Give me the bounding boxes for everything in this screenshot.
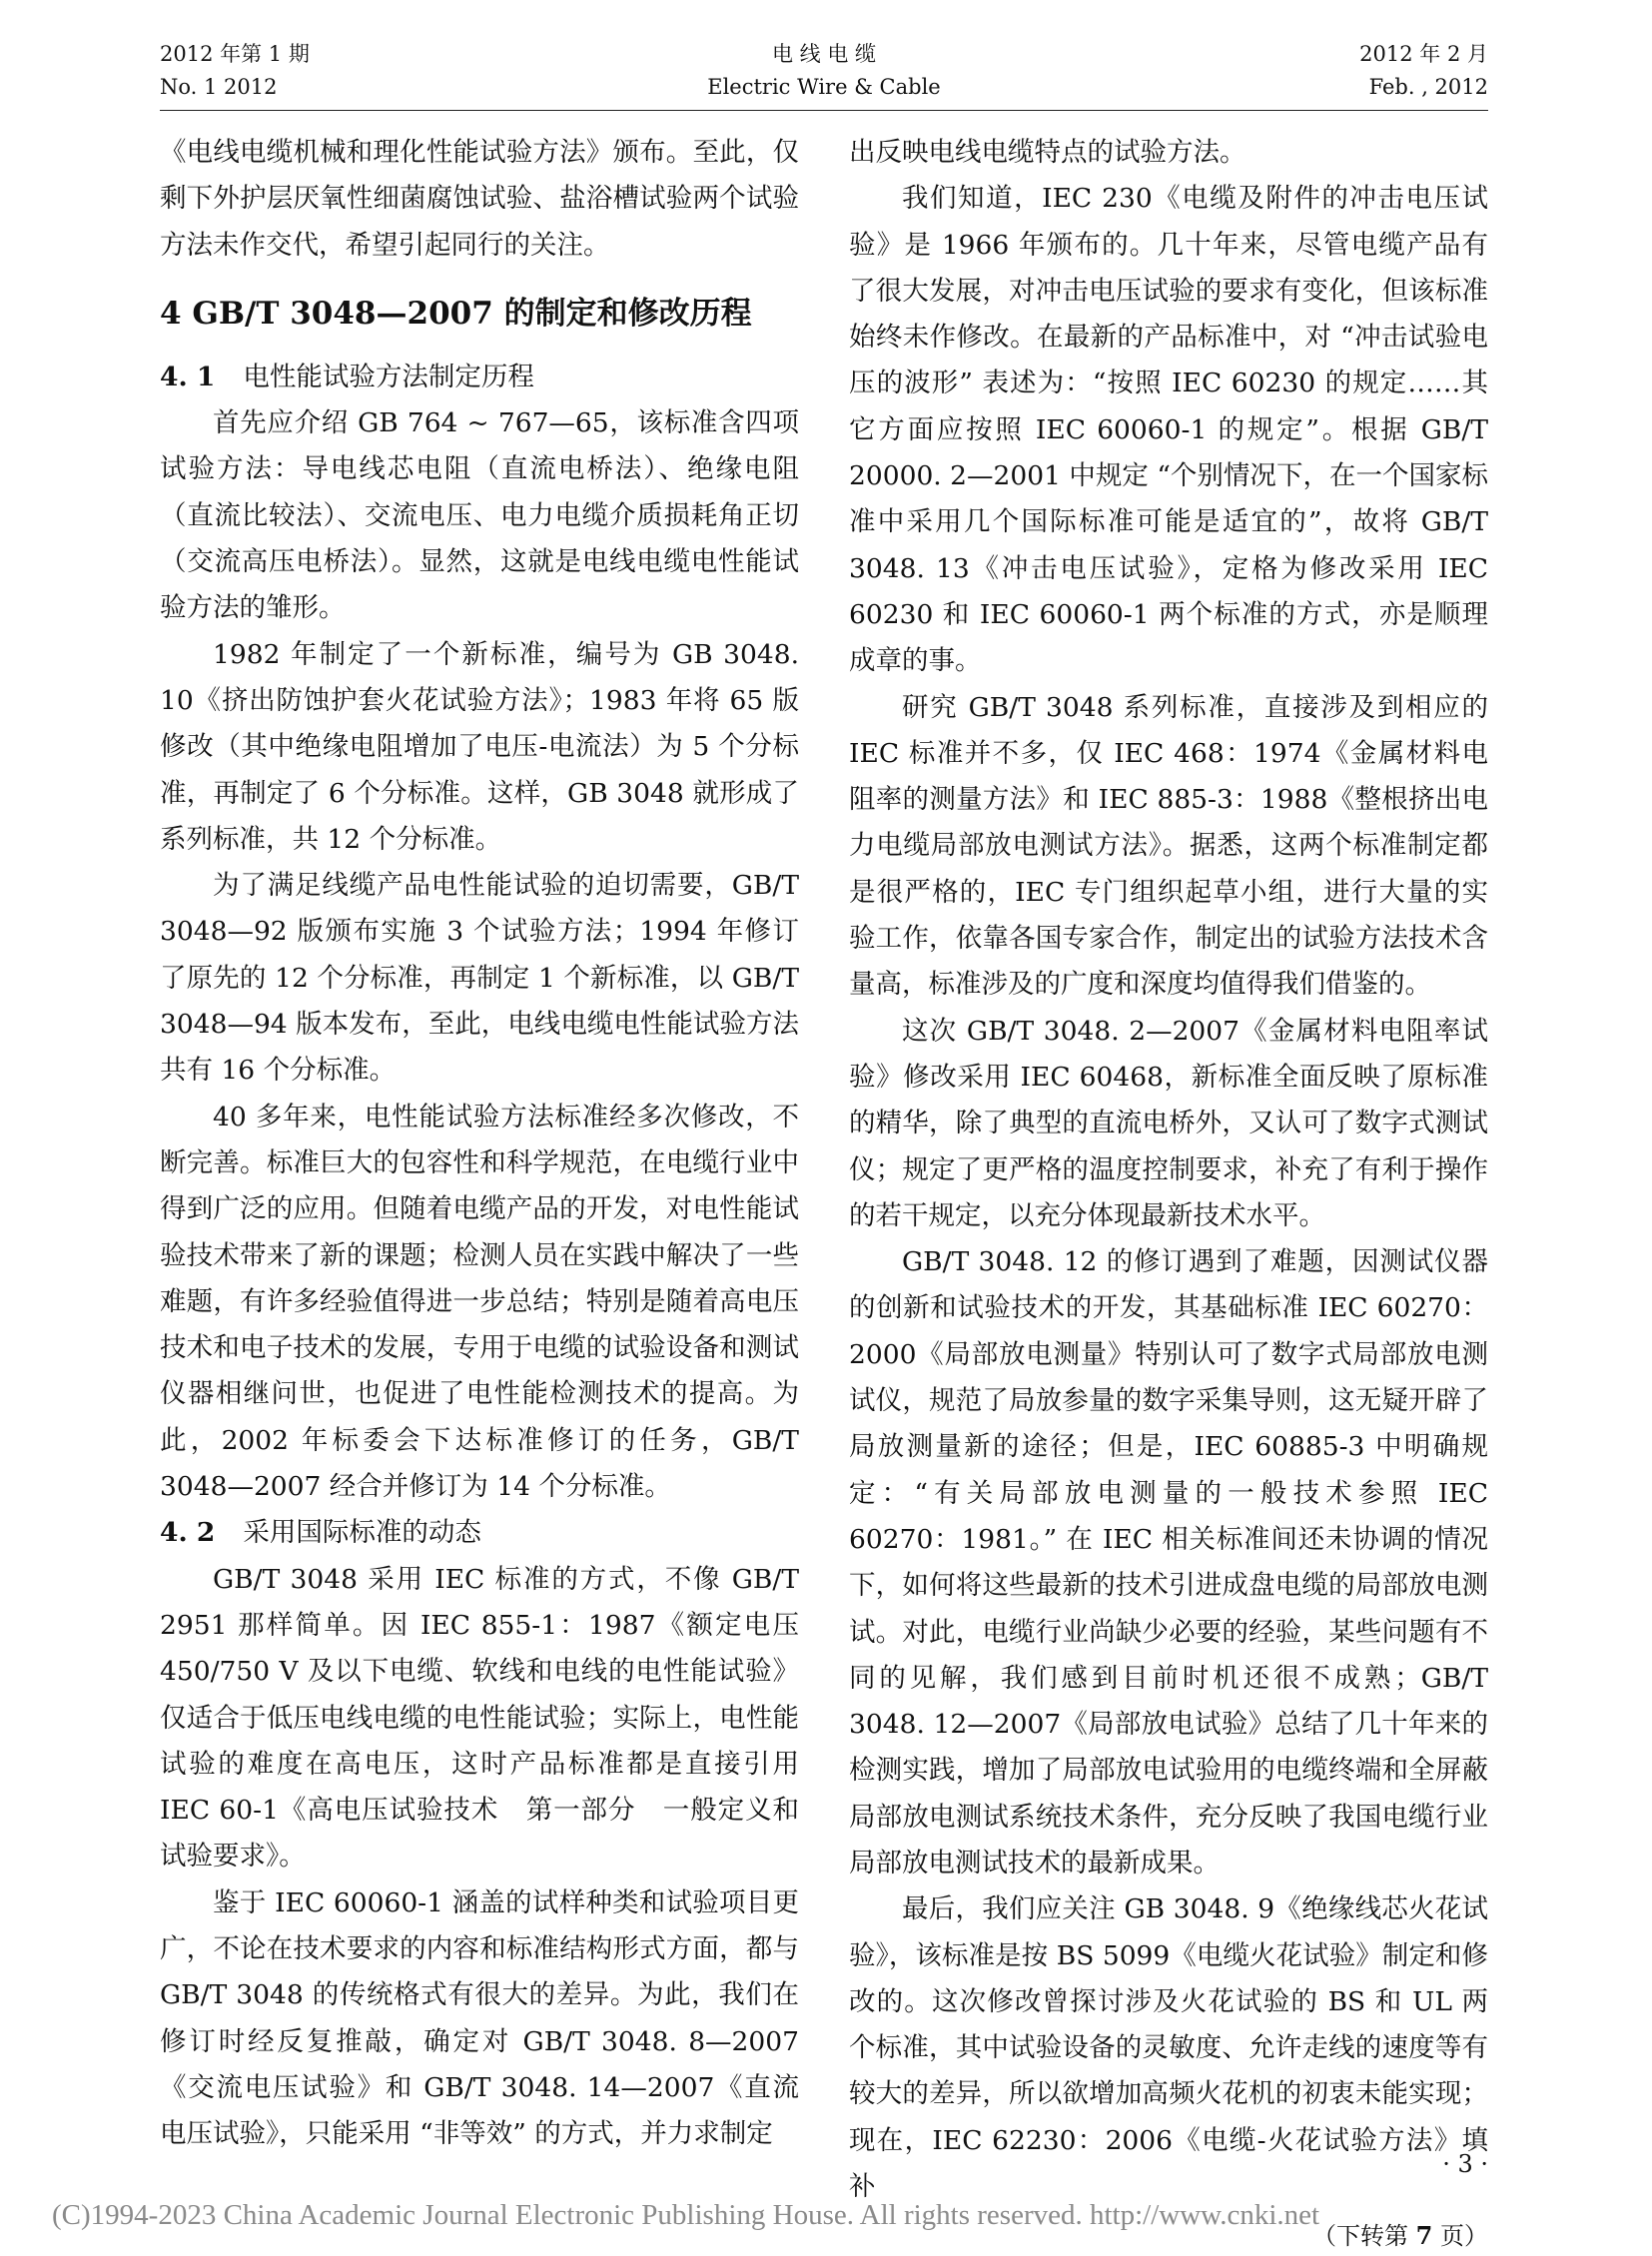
subsection-4-1-number: 4. 1 [160,361,216,392]
subsection-4-2-title: 采用国际标准的动态 [243,1517,481,1549]
header-date-cn: 2012 年 2 月 [1359,42,1488,66]
continued-on-suffix: 页） [1432,2222,1488,2251]
header-divider [160,110,1488,111]
paragraph: 40 多年来，电性能试验方法标准经多次修改，不断完善。标准巨大的包容性和科学规范，在电缆行业中得到广泛的应用。但随着电缆产品的开发，对电性能试验技术带来了新的课题；检测人员在实践中解决了一些难题，有许多经验值得进一步总结；特别是随着高电压技术和电子技术的发展，专用于电缆的试验设备和测试仪器相继问世，也促进了电性能检测技术的提高。为此，2002 年标委会下达标准修订的任务，GB/T 3048—2007 经合并修订为 14 个分标准。 [160,1101,799,1503]
subsection-4-2-heading [160,1510,799,1556]
header-date-en: Feb. , 2012 [1368,75,1488,99]
running-header [160,38,1488,108]
paragraph: 这次 GB/T 3048. 2—2007《金属材料电阻率试验》修改采用 IEC 60468，新标准全面反映了原标准的精华，除了典型的直流电桥外，又认可了数字式测试仪；规定了更严格的温度控制要求，补充了有利于操作的若干规定，以充分体现最新技术水平。 [849,1015,1488,1231]
subsection-4-2-number: 4. 2 [160,1517,216,1549]
intro-paragraph: 《电线电缆机械和理化性能试验方法》颁布。至此，仅剩下外护层厌氧性细菌腐蚀试验、盐浴槽试验两个试验方法未作交代，希望引起同行的关注。 [160,137,799,261]
paragraph: 最后，我们应关注 GB 3048. 9《绝缘线芯火花试验》，该标准是按 BS 5099《电缆火花试验》制定和修改的。这次修改曾探讨涉及火花试验的 BS 和 UL 两个标准，其中试验设备的灵敏度、允许走线的速度等有较大的差异，所以欲增加高频火花机的初衷未能实现；现在，IEC 62230：2006《电缆-火花试验方法》填补 [849,1893,1488,2203]
subsection-4-1-title: 电性能试验方法制定历程 [243,361,534,392]
paragraph: 鉴于 IEC 60060-1 涵盖的试样种类和试验项目更广，不论在技术要求的内容和标准结构形式方面，都与 GB/T 3048 的传统格式有很大的差异。为此，我们在修订时经反复推敲，确定对 GB/T 3048. 8—2007《交流电压试验》和 GB/T 3048. 14—2007《直流电压试验》，只能采用 “非等效” 的方式，并力求制定 [160,1886,799,2150]
header-issue-cn: 2012 年第 1 期 [160,42,310,66]
header-journal-cn: 电 线 电 缆 [771,42,877,66]
continued-paragraph: 出反映电线电缆特点的试验方法。 [849,137,1246,168]
page-number: · 3 · [1442,2150,1488,2178]
copyright-footer: (C)1994-2023 China Academic Journal Electronic Publishing House. All rights reserved. http://www.cnki.net [52,2199,1320,2231]
subsection-4-1-heading [160,355,799,400]
paragraph: 首先应介绍 GB 764 ~ 767—65，该标准含四项试验方法：导电线芯电阻（直流电桥法）、绝缘电阻（直流比较法）、交流电压、电力电缆介质损耗角正切（交流高压电桥法）。显然，这就是电线电缆电性能试验方法的雏形。 [160,407,799,624]
paragraph: GB/T 3048 采用 IEC 标准的方式，不像 GB/T 2951 那样简单。因 IEC 855-1：1987《额定电压 450/750 V 及以下电缆、软线和电线的电性能试验》仅适合于低压电线电缆的电性能试验；实际上，电性能试验的难度在高电压，这时产品标准都是直接引用 IEC 60-1《高电压试验技术 第一部分 一般定义和试验要求》。 [160,1563,799,1873]
left-column [160,130,799,2157]
paragraph: 研究 GB/T 3048 系列标准，直接涉及到相应的 IEC 标准并不多，仅 IEC 468：1974《金属材料电阻率的测量方法》和 IEC 885-3：1988《整根挤出电力电缆局部放电测试方法》。据悉，这两个标准制定都是很严格的，IEC 专门组织起草小组，进行大量的实验工作，依靠各国专家合作，制定出的试验方法技术含量高，标准涉及的广度和深度均值得我们借鉴的。 [849,691,1488,1001]
right-column [849,130,1488,2256]
paragraph: 我们知道，IEC 230《电缆及附件的冲击电压试验》是 1966 年颁布的。几十年来，尽管电缆产品有了很大发展，对冲击电压试验的要求有变化，但该标准始终未作修改。在最新的产品标准中，对 “冲击试验电压的波形” 表述为：“按照 IEC 60230 的规定……其它方面应按照 IEC 60060-1 的规定”。根据 GB/T 20000. 2—2001 中规定 “个别情况下，在一个国家标准中采用几个国际标准可能是适宜的”，故将 GB/T 3048. 13《冲击电压试验》，定格为修改采用 IEC 60230 和 IEC 60060-1 两个标准的方式，亦是顺理成章的事。 [849,183,1488,677]
header-journal [160,38,1488,104]
continued-on-page: 7 [1415,2221,1433,2251]
header-journal-en: Electric Wire & Cable [707,75,941,99]
paragraph: 为了满足线缆产品电性能试验的迫切需要，GB/T 3048—92 版颁布实施 3 个试验方法；1994 年修订了原先的 12 个分标准，再制定 1 个新标准，以 GB/T 3048—94 版本发布，至此，电线电缆电性能试验方法共有 16 个分标准。 [160,870,799,1087]
paragraph: 1982 年制定了一个新标准，编号为 GB 3048. 10《挤出防蚀护套火花试验方法》；1983 年将 65 版修改（其中绝缘电阻增加了电压-电流法）为 5 个分标准，再制定了 6 个分标准。这样，GB 3048 就形成了系列标准，共 12 个分标准。 [160,638,799,855]
header-date [1359,38,1488,104]
header-issue-en: No. 1 2012 [160,75,278,99]
section-4-heading: 4 GB/T 3048—2007 的制定和修改历程 [160,295,752,332]
continued-on-prefix: （下转第 [1312,2222,1416,2251]
paragraph: GB/T 3048. 12 的修订遇到了难题，因测试仪器的创新和试验技术的开发，其基础标准 IEC 60270：2000《局部放电测量》特别认可了数字式局部放电测试仪，规范了局放参量的数字采集导则，这无疑开辟了局放测量新的途径；但是，IEC 60885-3 中明确规定：“有关局部放电测量的一般技术参照 IEC 60270：1981。” 在 IEC 相关标准间还未协调的情况下，如何将这些最新的技术引进成盘电缆的局部放电测试。对此，电缆行业尚缺少必要的经验，某些问题有不同的见解，我们感到目前时机还很不成熟；GB/T 3048. 12—2007《局部放电试验》总结了几十年来的检测实践，增加了局部放电试验用的电缆终端和全屏蔽局部放电测试系统技术条件，充分反映了我国电缆行业局部放电测试技术的最新成果。 [849,1246,1488,1879]
